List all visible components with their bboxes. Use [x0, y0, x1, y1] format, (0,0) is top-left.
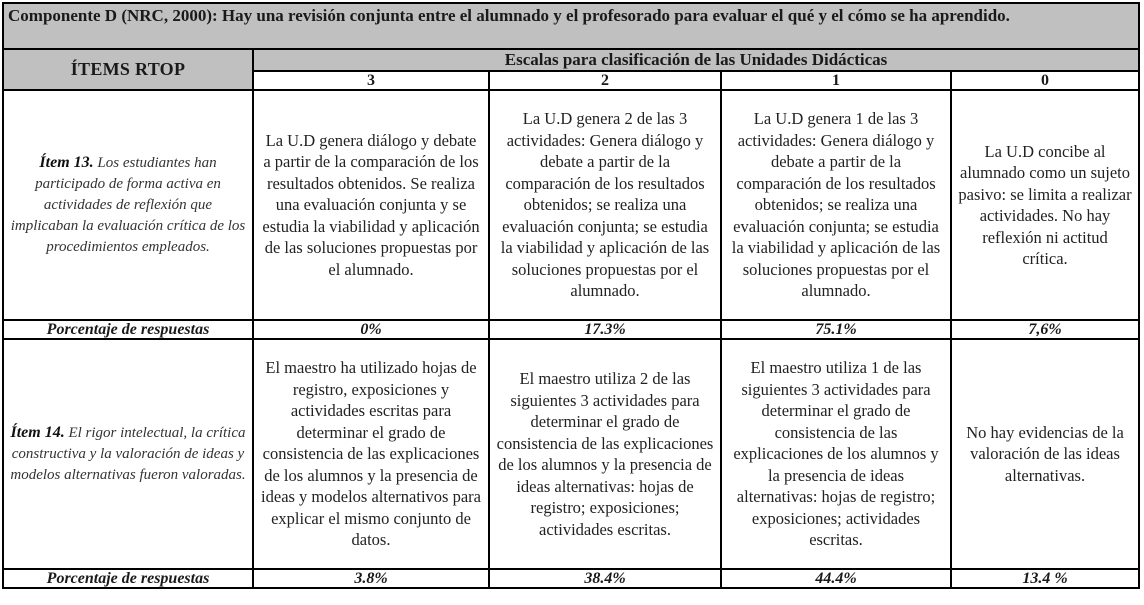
item-14-percent-scale-2: 38.4% — [489, 569, 721, 588]
title-row — [3, 3, 1139, 49]
item-13-percent-scale-3: 0% — [253, 320, 489, 339]
item-14-scale-2: El maestro utiliza 2 de las siguientes 3 actividades para determinar el grado de consistencia de las explicaciones de los alumnos y la presencia de ideas alternativas: hojas de registro; exposiciones; actividades escritas. — [489, 339, 721, 569]
item-13-label: Ítem 13. — [39, 154, 94, 171]
component-title: Componente D (NRC, 2000): Hay una revisión conjunta entre el alumnado y el profesorado para evaluar el qué y el cómo se ha aprendido. — [3, 3, 1139, 49]
item-13-percent-scale-0: 7,6% — [951, 320, 1139, 339]
item-13-scale-1: La U.D genera 1 de las 3 actividades: Genera diálogo y debate a partir de la comparación de los resultados obtenidos; se realiza una evaluación conjunta; se estudia la viabilidad y aplicación de las soluciones propuestas por el alumnado. — [721, 90, 951, 320]
item-13-scale-2: La U.D genera 2 de las 3 actividades: Genera diálogo y debate a partir de la comparación de los resultados obtenidos; se realiza una evaluación conjunta; se estudia la viabilidad y aplicación de las soluciones propuestas por el alumnado. — [489, 90, 721, 320]
item-14-row — [3, 339, 1139, 569]
item-13-percent-scale-1: 75.1% — [721, 320, 951, 339]
items-rtop-header: ÍTEMS RTOP — [3, 49, 253, 90]
item-13-text: Los estudiantes han participado de forma activa en actividades de reflexión que implicaban la evaluación crítica de los procedimientos empleados. — [10, 155, 246, 255]
item-13-percent-label: Porcentaje de respuestas — [3, 320, 253, 339]
item-14-percent-row — [3, 569, 1139, 588]
scale-1-header: 1 — [721, 71, 951, 90]
item-13-description — [3, 90, 253, 320]
item-14-scale-0: No hay evidencias de la valoración de las ideas alternativas. — [951, 339, 1139, 569]
item-14-percent-scale-3: 3.8% — [253, 569, 489, 588]
item-14-percent-label: Porcentaje de respuestas — [3, 569, 253, 588]
scale-3-header: 3 — [253, 71, 489, 90]
item-13-percent-scale-2: 17.3% — [489, 320, 721, 339]
item-14-scale-1: El maestro utiliza 1 de las siguientes 3 actividades para determinar el grado de consistencia de las explicaciones de los alumnos y la presencia de ideas alternativas: hojas de registro; exposiciones; actividades escritas. — [721, 339, 951, 569]
scales-header: Escalas para clasificación de las Unidades Didácticas — [253, 49, 1139, 71]
item-14-percent-scale-1: 44.4% — [721, 569, 951, 588]
scale-2-header: 2 — [489, 71, 721, 90]
rtop-rubric-table — [2, 2, 1140, 589]
item-14-label: Ítem 14. — [10, 424, 65, 441]
item-14-scale-3: El maestro ha utilizado hojas de registro, exposiciones y actividades escritas para determinar el grado de consistencia de las explicaciones de los alumnos y la presencia de ideas y modelos alternativos para explicar el mismo conjunto de datos. — [253, 339, 489, 569]
item-13-scale-0: La U.D concibe al alumnado como un sujeto pasivo: se limita a realizar actividades. No hay reflexión ni actitud crítica. — [951, 90, 1139, 320]
header-row — [3, 49, 1139, 71]
item-14-description — [3, 339, 253, 569]
item-13-row — [3, 90, 1139, 320]
item-13-scale-3: La U.D genera diálogo y debate a partir de la comparación de los resultados obtenidos. Se realiza una evaluación conjunta y se estudia la viabilidad y aplicación de las soluciones propuestas por el alumnado. — [253, 90, 489, 320]
scale-0-header: 0 — [951, 71, 1139, 90]
item-14-text: El rigor intelectual, la crítica constructiva y la valoración de ideas y modelos alternativas fueron valoradas. — [10, 425, 246, 483]
item-13-percent-row — [3, 320, 1139, 339]
item-14-percent-scale-0: 13.4 % — [951, 569, 1139, 588]
